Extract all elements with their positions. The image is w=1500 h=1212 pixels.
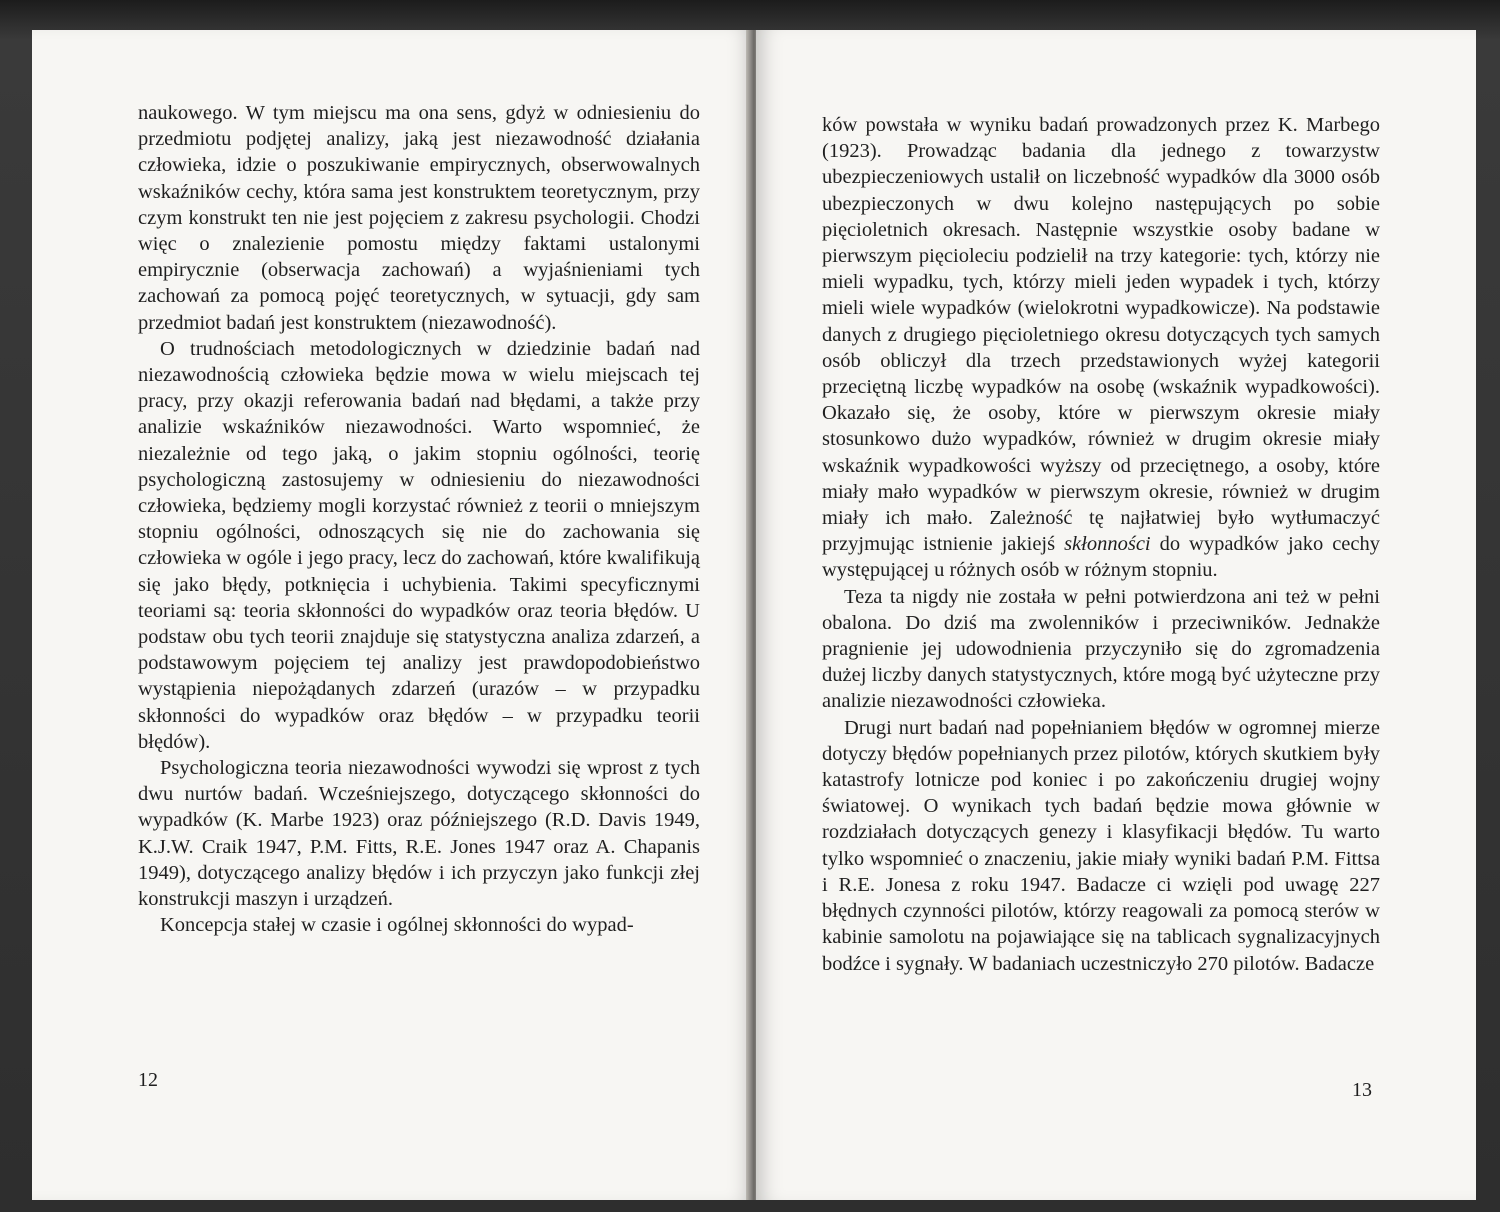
left-paragraph-3: Psychologiczna teoria niezawodności wywodzi się wprost z tych dwu nurtów badań. Wcześniejszego, dotyczącego skłonności do wypadków (K. Marbe 1923) oraz późniejszego (R.D. Davis 1949, K.J.W. Craik 1947, P.M. Fitts, R.E. Jones 1947 oraz A. Chapanis 1949), dotyczącego analizy błędów i ich przyczyn jako funkcji złej konstrukcji maszyn i urządzeń. xyxy=(138,757,700,911)
right-paragraph-2: Teza ta nigdy nie została w pełni potwierdzona ani też w pełni obalona. Do dziś ma zwolenników i przeciwników. Jednakże pragnienie jej udowodnienia przyczyniło się do zgromadzenia dużej liczby danych statystycznych, które mogą być użyteczne przy analizie niezawodności człowieka. xyxy=(822,585,1380,713)
left-page-text xyxy=(138,100,700,939)
italic-term: skłonności xyxy=(1064,533,1151,556)
right-page-number: 13 xyxy=(1352,1079,1372,1101)
right-paragraph-3: Drugi nurt badań nad popełnianiem błędów w ogromnej mierze dotyczy błędów popełnianych przez pilotów, których skutkiem były katastrofy lotnicze pod koniec i po zakończeniu drugiej wojny światowej. O wynikach tych badań będzie mowa głównie w rozdziałach dotyczących genezy i klasyfikacji błędów. Tu warto tylko wspomnieć o znaczeniu, jakie miały wyniki badań P.M. Fittsa i R.E. Jonesa z roku 1947. Badacze ci wzięli pod uwagę 227 błędnych czynności pilotów, którzy reagowali za pomocą sterów w kabinie samolotu na pojawiające się na tablicach sygnalizacyjnych bodźce i sygnały. W badaniach uczestniczyło 270 pilotów. Badacze xyxy=(822,716,1380,975)
right-page xyxy=(756,30,1476,1200)
left-paragraph-4: Koncepcja stałej w czasie i ogólnej skłonności do wypad- xyxy=(160,914,634,937)
right-paragraph-1-end: do wypadków jako cechy występującej u różnych osób w różnym stopniu. xyxy=(822,533,1380,582)
left-paragraph-2: O trudnościach metodologicznych w dziedzinie badań nad niezawodnością człowieka będzie mowa w wielu miejscach tej pracy, przy okazji referowania badań nad błędami, a także przy analizie wskaźników niezawodności. Warto wspomnieć, że niezależnie od tego jaką, o jakim stopniu ogólności, teorię psychologiczną zastosujemy w odniesieniu do niezawodności człowieka, będziemy mogli korzystać również z teorii o mniejszym stopniu ogólności, odnoszących się nie do zachowania się człowieka w ogóle i jego pracy, lecz do zachowań, które kwalifikują się jako błędy, potknięcia i uchybienia. Takimi specyficznymi teoriami są: teoria skłonności do wypadków oraz teoria błędów. U podstaw obu tych teorii znajduje się statystyczna analiza zdarzeń, a podstawowym pojęciem tej analizy jest prawdopodobieństwo wystąpienia niepożądanych zdarzeń (urazów – w przypadku skłonności do wypadków oraz błędów – w przypadku teorii błędów). xyxy=(138,337,700,753)
left-page-number: 12 xyxy=(138,1069,158,1091)
right-paragraph-1-start: ków powstała w wyniku badań prowadzonych przez K. Marbego (1923). Prowadząc badania dla jednego z towarzystw ubezpieczeniowych ustalił on liczebność wypadków dla 3000 osób ubezpieczonych w dwu kolejno następujących po sobie pięcioletnich okresach. Następnie wszystkie osoby badane w pierwszym pięcioleciu podzielił na trzy kategorie: tych, którzy nie mieli wypadku, tych, którzy mieli jeden wypadek i tych, którzy mieli wiele wypadków (wielokrotni wypadkowicze). Na podstawie danych z drugiego pięcioletniego okresu dotyczących tych samych osób obliczył dla trzech przedstawionych wyżej kategorii przeciętną liczbę wypadków na osobę (wskaźnik wypadkowości). Okazało się, że osoby, które w pierwszym okresie miały stosunkowo dużo wypadków, również w drugim okresie miały wskaźnik wypadkowości wyższy od przeciętnego, a osoby, które miały mało wypadków w pierwszym okresie, również w drugim miały ich mało. Zależność tę najłatwiej było wytłumaczyć przyjmując istnienie jakiejś xyxy=(822,114,1380,556)
right-page-text xyxy=(822,112,1380,977)
left-page xyxy=(32,30,754,1200)
left-paragraph-1: naukowego. W tym miejscu ma ona sens, gdyż w odniesieniu do przedmiotu podjętej analizy, jaką jest niezawodność działania człowieka, idzie o poszukiwanie empirycznych, obserwowalnych wskaźników cechy, która sama jest konstruktem teoretycznym, przy czym konstrukt ten nie jest pojęciem z zakresu psychologii. Chodzi więc o znalezienie pomostu między faktami ustalonymi empirycznie (obserwacja zachowań) a wyjaśnieniami tych zachowań za pomocą pojęć teoretycznych, w sytuacji, gdy sam przedmiot badań jest konstruktem (niezawodność). xyxy=(138,102,700,334)
right-paragraph-1 xyxy=(822,112,1380,584)
